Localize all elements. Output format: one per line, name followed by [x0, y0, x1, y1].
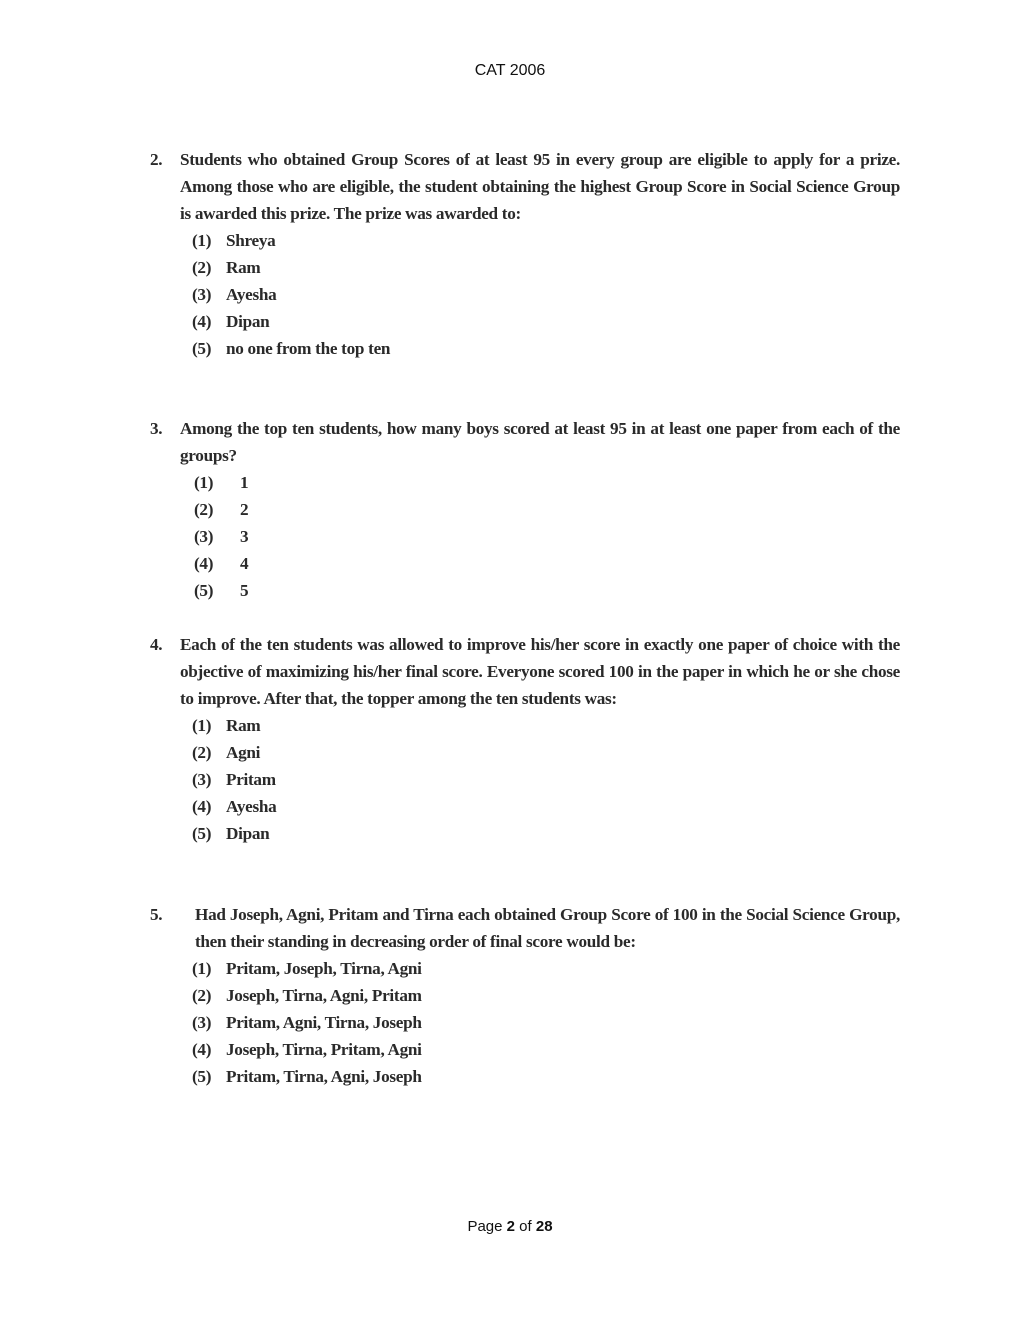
- page-total: 28: [535, 1218, 553, 1235]
- option-label: (3): [192, 285, 212, 304]
- option-item: [194, 550, 900, 577]
- question-number: 4.: [150, 635, 163, 654]
- page-header-title: CAT 2006: [474, 62, 546, 79]
- option-text: Ram: [226, 716, 261, 735]
- option-text: 5: [240, 581, 249, 600]
- option-item: [192, 793, 900, 820]
- option-label: (4): [192, 312, 212, 331]
- option-text: Dipan: [226, 312, 270, 331]
- question-stem: Students who obtained Group Scores of at least 95 in every group are eligible to apply for a prize. Among those who are eligible, the student obtaining the highest Group Score in Social Science Group is awarded this prize. The prize was awarded to:: [180, 150, 900, 223]
- options-list: [192, 227, 900, 362]
- question-number: 3.: [150, 419, 163, 438]
- option-label: (5): [194, 581, 214, 600]
- option-item: [192, 281, 900, 308]
- question-stem: Among the top ten students, how many boys scored at least 95 in at least one paper from each of the groups?: [180, 419, 900, 465]
- option-label: (2): [192, 743, 212, 762]
- option-item: [192, 820, 900, 847]
- option-label: (2): [194, 500, 214, 519]
- option-text: Agni: [226, 743, 261, 762]
- option-label: (1): [192, 231, 212, 250]
- option-text: Joseph, Tirna, Agni, Pritam: [226, 986, 422, 1005]
- option-label: (2): [192, 986, 212, 1005]
- option-text: Ayesha: [226, 285, 277, 304]
- option-text: Joseph, Tirna, Pritam, Agni: [226, 1040, 422, 1059]
- option-text: Pritam, Tirna, Agni, Joseph: [226, 1067, 422, 1086]
- question-number: 2.: [150, 150, 163, 169]
- question-number: 5.: [150, 905, 163, 924]
- option-text: Ayesha: [226, 797, 277, 816]
- option-text: Ram: [226, 258, 261, 277]
- option-item: [192, 955, 900, 982]
- option-label: (3): [192, 1013, 212, 1032]
- option-text: Pritam: [226, 770, 276, 789]
- page-middle: of: [515, 1218, 536, 1235]
- option-label: (3): [192, 770, 212, 789]
- option-item: [192, 712, 900, 739]
- question-stem: Each of the ten students was allowed to improve his/her score in exactly one paper of choice with the objective of maximizing his/her final score. Everyone scored 100 in the paper in which he or she chose to improve. After that, the topper among the ten students was:: [180, 635, 900, 708]
- option-label: (4): [194, 554, 214, 573]
- option-item: [192, 1063, 900, 1090]
- option-item: [194, 496, 900, 523]
- option-text: 3: [240, 527, 249, 546]
- option-text: Shreya: [226, 231, 276, 250]
- question-2: [150, 146, 900, 362]
- option-label: (1): [192, 716, 212, 735]
- page-prefix: Page: [467, 1218, 507, 1235]
- options-list: [192, 955, 900, 1090]
- option-label: (5): [192, 824, 212, 843]
- question-3: [150, 415, 900, 604]
- option-item: [192, 335, 900, 362]
- options-list: [194, 469, 900, 604]
- page-footer: [0, 1218, 1020, 1235]
- option-text: 2: [240, 500, 249, 519]
- option-item: [192, 1009, 900, 1036]
- option-label: (1): [192, 959, 212, 978]
- option-label: (4): [192, 1040, 212, 1059]
- option-text: Pritam, Agni, Tirna, Joseph: [226, 1013, 422, 1032]
- option-item: [194, 469, 900, 496]
- option-item: [192, 766, 900, 793]
- option-label: (5): [192, 339, 212, 358]
- options-list: [192, 712, 900, 847]
- option-item: [192, 1036, 900, 1063]
- question-5: [150, 901, 900, 1090]
- option-label: (5): [192, 1067, 212, 1086]
- option-text: 4: [240, 554, 249, 573]
- option-item: [192, 739, 900, 766]
- option-text: Dipan: [226, 824, 270, 843]
- question-stem: Had Joseph, Agni, Pritam and Tirna each obtained Group Score of 100 in the Social Science Group, then their standing in decreasing order of final score would be:: [195, 905, 900, 951]
- option-item: [192, 227, 900, 254]
- question-4: [150, 631, 900, 847]
- option-label: (4): [192, 797, 212, 816]
- option-text: no one from the top ten: [226, 339, 391, 358]
- option-item: [194, 577, 900, 604]
- option-item: [192, 308, 900, 335]
- option-item: [194, 523, 900, 550]
- option-item: [192, 254, 900, 281]
- option-text: 1: [240, 473, 249, 492]
- page-current: 2: [506, 1218, 515, 1235]
- option-label: (1): [194, 473, 214, 492]
- option-item: [192, 982, 900, 1009]
- option-text: Pritam, Joseph, Tirna, Agni: [226, 959, 422, 978]
- option-label: (3): [194, 527, 214, 546]
- option-label: (2): [192, 258, 212, 277]
